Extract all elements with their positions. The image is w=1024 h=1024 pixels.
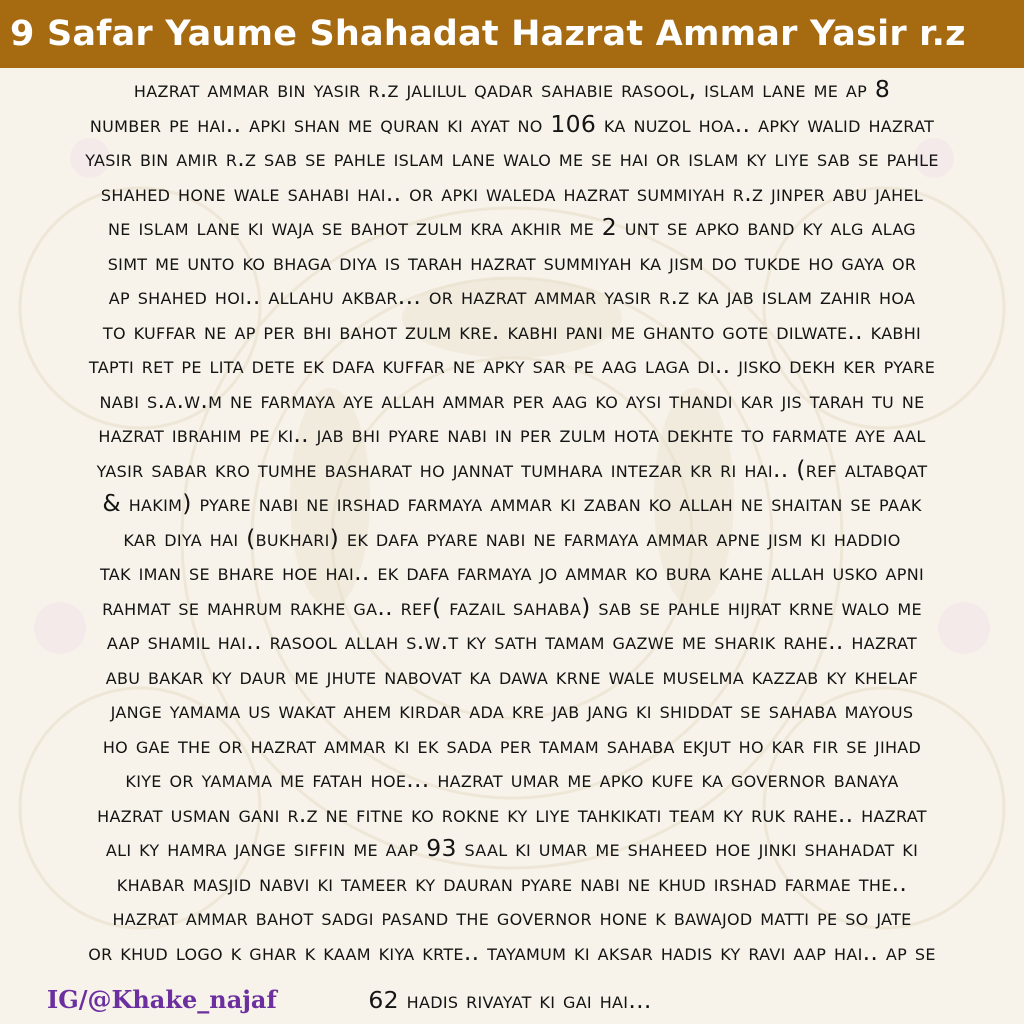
article-line: or khud logo k ghar k kaam kiya krte.. tayamum ki aksar hadis ky ravi aap hai.. ap se xyxy=(88,937,936,966)
title-banner xyxy=(0,0,1024,68)
article-line: yasir sabar kro tumhe basharat ho jannat tumhara intezar kr ri hai.. (ref altabqat xyxy=(96,454,928,483)
article-line: tapti ret pe lita dete ek dafa kuffar ne apky sar pe aag laga di.. jisko dekh ker pyare xyxy=(88,351,936,379)
article-line: rahmat se mahrum rakhe ga.. ref( fazail sahaba) sab se pahle hijrat krne walo me xyxy=(102,592,922,621)
article-line: ap shahed hoi.. allahu akbar... or hazrat ammar yasir r.z ka jab islam zahir hoa xyxy=(108,282,916,310)
article-line: kiye or yamama me fatah hoe... hazrat umar me apko kufe ka governor banaya xyxy=(125,765,899,793)
article-line: ho gae the or hazrat ammar ki ek sada per tamam sahaba ekjut ho kar fir se jihad xyxy=(102,730,922,759)
article-last-line: 62 hadis rivayat ki gai hai... xyxy=(368,986,652,1014)
article-line: simt me unto ko bhaga diya is tarah hazrat summiyah ka jism do tukde ho gaya or xyxy=(107,247,917,276)
article-line: hazrat ammar bin yasir r.z jalilul qadar sahabie rasool, islam lane me ap 8 xyxy=(133,75,891,103)
article-line: hazrat ibrahim pe ki.. jab bhi pyare nabi in per zulm hota dekhte to farmate aye aal xyxy=(98,420,926,448)
article-line: ali ky hamra jange siffin me aap 93 saal ki umar me shaheed hoe jinki shahadat ki xyxy=(105,834,919,862)
article-line: number pe hai.. apki shan me quran ki ayat no 106 ka nuzol hoa.. apky walid hazrat xyxy=(89,109,935,138)
article-line: tak iman se bhare hoe hai.. ek dafa farmaya jo ammar ko bura kahe allah usko apni xyxy=(99,558,925,586)
article-line: & hakim) pyare nabi ne irshad farmaya ammar ki zaban ko allah ne shaitan se paak xyxy=(102,489,922,517)
article-line: hazrat ammar bahot sadgi pasand the governor hone k bawajod matti pe so jate xyxy=(112,903,912,931)
page-title: 9 Safar Yaume Shahadat Hazrat Ammar Yasir r.z xyxy=(10,14,966,54)
article-line: abu bakar ky daur me jhute nabovat ka dawa krne wale muselma kazzab ky khelaf xyxy=(105,661,919,690)
article-body xyxy=(6,72,1018,969)
footer xyxy=(0,983,1024,1019)
article-line: kar diya hai (bukhari) ek dafa pyare nabi ne farmaya ammar apne jism ki haddio xyxy=(123,523,901,552)
instagram-handle[interactable]: IG/@Khake_najaf xyxy=(47,985,277,1014)
article-line: shahed hone wale sahabi hai.. or apki waleda hazrat summiyah r.z jinper abu jahel xyxy=(100,178,924,207)
article-line: ne islam lane ki waja se bahot zulm kra akhir me 2 unt se apko band ky alg alag xyxy=(108,213,916,241)
article-line: nabi s.a.w.m ne farmaya aye allah ammar per aag ko aysi thandi kar jis tarah tu ne xyxy=(99,385,925,414)
article-line: jange yamama us wakat ahem kirdar ada kre jab jang ki shiddat se sahaba mayous xyxy=(110,696,914,724)
article-line: to kuffar ne ap per bhi bahot zulm kre. kabhi pani me ghanto gote dilwate.. kabhi xyxy=(102,316,922,345)
article-line: aap shamil hai.. rasool allah s.w.t ky sath tamam gazwe me sharik rahe.. hazrat xyxy=(106,627,918,655)
article-line: yasir bin amir r.z sab se pahle islam lane walo me se hai or islam ky liye sab se pahle xyxy=(85,144,939,172)
article-line: khabar masjid nabvi ki tameer ky dauran pyare nabi ne khud irshad farmae the.. xyxy=(116,868,908,897)
article-line: hazrat usman gani r.z ne fitne ko rokne ky liye tahkikati team ky ruk rahe.. hazrat xyxy=(97,799,927,828)
